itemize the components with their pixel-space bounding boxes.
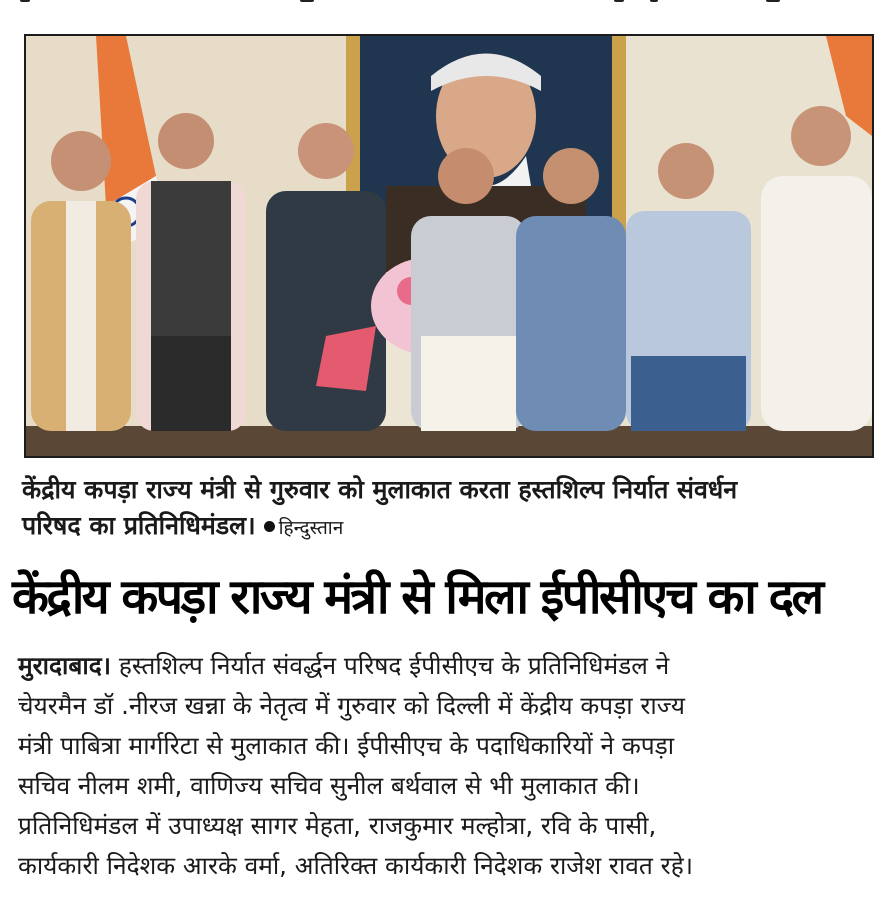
photo-credit: हिन्दुस्तान: [278, 517, 344, 539]
news-photo: [24, 34, 874, 458]
caption-line-1: केंद्रीय कपड़ा राज्य मंत्री से गुरुवार को मुलाकात करता हस्तशिल्प निर्यात संवर्धन: [22, 475, 738, 504]
cropped-previous-text: [0, 0, 886, 14]
article-line-1: मुरादाबाद। हस्तशिल्प निर्यात संवर्द्धन परिषद ईपीसीएच के प्रतिनिधिमंडल ने: [18, 651, 670, 680]
caption-line-2: परिषद का प्रतिनिधिमंडल।: [22, 511, 256, 540]
headline: केंद्रीय कपड़ा राज्य मंत्री से मिला ईपीसीएच का दल: [12, 569, 822, 625]
article-body: [18, 646, 870, 886]
article-line-6: कार्यकारी निदेशक आरके वर्मा, अतिरिक्त कार्यकारी निदेशक राजेश रावत रहे।: [18, 851, 693, 880]
dateline: मुरादाबाद।: [18, 651, 112, 680]
photo-caption: [22, 472, 870, 546]
article-line-3: मंत्री पाबित्रा मार्गरिटा से मुलाकात की। ईपीसीएच के पदाधिकारियों ने कपड़ा: [18, 731, 675, 760]
article-line-4: सचिव नीलम शमी, वाणिज्य सचिव सुनील बर्थवाल से भी मुलाकात की।: [18, 771, 640, 800]
article-line-2: चेयरमैन डॉ .नीरज खन्ना के नेतृत्व में गुरुवार को दिल्ली में केंद्रीय कपड़ा राज्य: [18, 691, 685, 720]
bullet-icon: [264, 521, 275, 532]
article-line-5: प्रतिनिधिमंडल में उपाध्यक्ष सागर मेहता, राजकुमार मल्होत्रा, रवि के पासी,: [18, 811, 657, 840]
